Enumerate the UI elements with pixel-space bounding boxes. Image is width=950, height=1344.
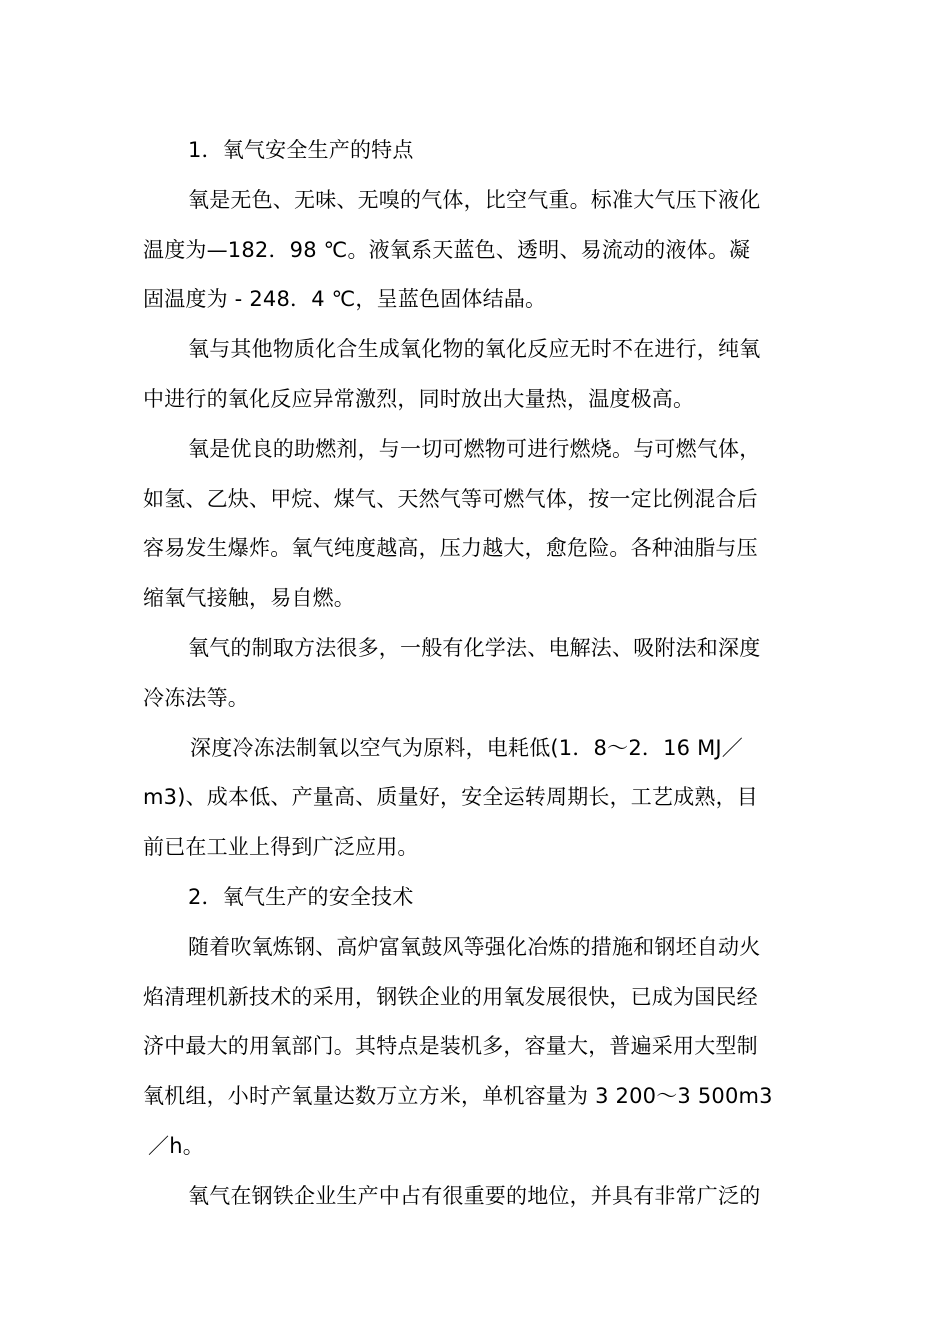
paragraph-line: 焰清理机新技术的采用，钢铁企业的用氧发展很快，已成为国民经 xyxy=(143,984,758,1009)
paragraph-line: 缩氧气接触，易自燃。 xyxy=(143,586,355,611)
paragraph-line: 氧是无色、无味、无嗅的气体，比空气重。标准大气压下液化 xyxy=(188,187,761,212)
paragraph-line: 济中最大的用氧部门。其特点是装机多，容量大，普遍采用大型制 xyxy=(143,1034,758,1059)
paragraph-line: 随着吹氧炼钢、高炉富氧鼓风等强化冶炼的措施和钢坯自动火 xyxy=(188,934,761,959)
paragraph-line: 前已在工业上得到广泛应用。 xyxy=(143,835,419,860)
paragraph-line: 氧机组，小时产氧量达数万立方米，单机容量为 3 200～3 500m3 xyxy=(143,1084,773,1109)
paragraph-line: 氧气在钢铁企业生产中占有很重要的地位，并具有非常广泛的 xyxy=(188,1183,761,1208)
paragraph-line: 深度冷冻法制氧以空气为原料，电耗低(1．8～2．16 MJ／ xyxy=(190,735,743,760)
paragraph-line: 冷冻法等。 xyxy=(143,685,249,710)
paragraph-line: ／h。 xyxy=(148,1133,204,1158)
paragraph-line: 氧是优良的助燃剂，与一切可燃物可进行燃烧。与可燃气体， xyxy=(188,436,761,461)
paragraph-line: m3)、成本低、产量高、质量好，安全运转周期长，工艺成熟，目 xyxy=(143,785,759,810)
paragraph-line: 中进行的氧化反应异常激烈，同时放出大量热，温度极高。 xyxy=(143,386,695,411)
paragraph-line: 氧气的制取方法很多，一般有化学法、电解法、吸附法和深度 xyxy=(188,635,761,660)
paragraph-line: 固温度为 - 248．4 ℃，呈蓝色固体结晶。 xyxy=(143,287,547,312)
paragraph-line: 温度为—182．98 ℃。液氧系天蓝色、透明、易流动的液体。凝 xyxy=(143,237,751,262)
paragraph-line: 氧与其他物质化合生成氧化物的氧化反应无时不在进行，纯氧 xyxy=(188,337,761,362)
section-heading-2: 2．氧气生产的安全技术 xyxy=(188,884,414,909)
paragraph-line: 容易发生爆炸。氧气纯度越高，压力越大，愈危险。各种油脂与压 xyxy=(143,536,758,561)
document-body xyxy=(143,126,808,1222)
paragraph-line: 如氢、乙炔、甲烷、煤气、天然气等可燃气体，按一定比例混合后 xyxy=(143,486,758,511)
section-heading-1: 1．氧气安全生产的特点 xyxy=(188,138,414,162)
